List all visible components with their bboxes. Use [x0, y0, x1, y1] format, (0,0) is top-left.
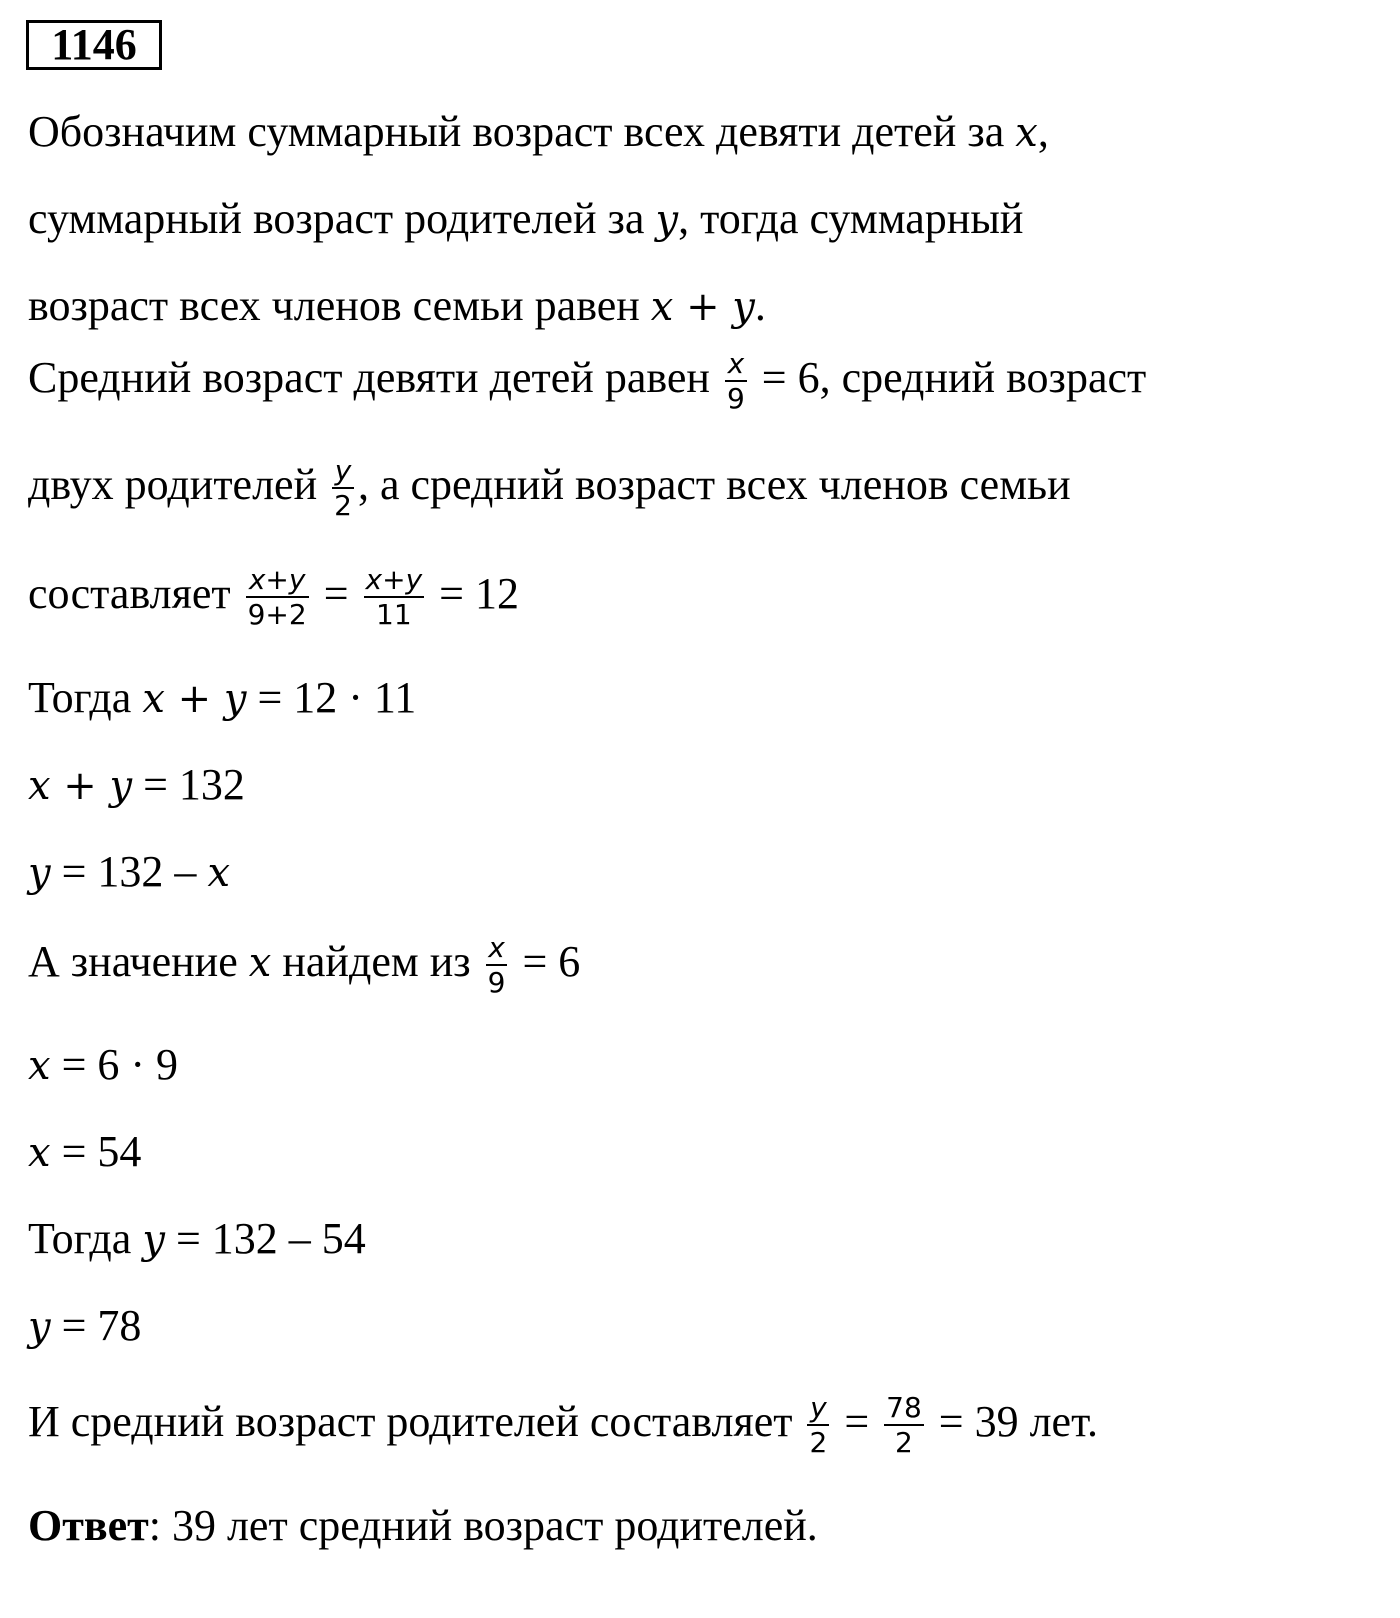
- fraction-x-over-9-b: $\frac{x}{9}$: [487, 931, 506, 999]
- text-line-2: суммарный возраст родителей за y, тогда суммарный: [28, 194, 1024, 243]
- text-line-10: А значение x найдем из $\frac{x}{9}$ = 6: [28, 931, 581, 999]
- answer-text: : 39 лет средний возраст родителей.: [148, 1501, 818, 1550]
- text-line-13: Тогда y = 132 – 54: [28, 1214, 366, 1263]
- fraction-x-over-9: $\frac{x}{9}$: [726, 347, 745, 415]
- text-line-15: И средний возраст родителей составляет $\frac{y}{2}$ = $\frac{78}{2}$ = 39 лет.: [28, 1391, 1099, 1459]
- text-line-3: возраст всех членов семьи равен x + y.: [28, 281, 766, 330]
- text-line-4: Средний возраст девяти детей равен $\frac{x}{9}$ = 6, средний возраст: [28, 347, 1147, 415]
- fraction-y-over-2-b: $\frac{y}{2}$: [809, 1391, 828, 1459]
- fraction-y-over-2: $\frac{y}{2}$: [334, 454, 352, 522]
- answer-label: Ответ: [28, 1501, 149, 1550]
- fraction-sum-over-11: $\frac{x+y}{11}$: [365, 563, 423, 631]
- text-line-8: x + y = 132: [28, 760, 245, 809]
- problem-number: 1146: [26, 20, 162, 70]
- fraction-78-over-2: $\frac{78}{2}$: [886, 1391, 922, 1459]
- text-line-6: составляет $\frac{x+y}{9+2}$ = $\frac{x+y}{11}$ = 12: [28, 563, 519, 631]
- text-line-11: x = 6 · 9: [28, 1040, 179, 1089]
- answer-line: [28, 1500, 818, 1552]
- text-line-14: y = 78: [28, 1301, 142, 1350]
- fraction-sum-over-9plus2: $\frac{x+y}{9+2}$: [247, 563, 307, 631]
- text-line-5: двух родителей $\frac{y}{2}$ , а средний возраст всех членов семьи: [28, 454, 1071, 522]
- text-line-1: Обозначим суммарный возраст всех девяти детей за x,: [28, 107, 1049, 156]
- text-line-12: x = 54: [28, 1127, 142, 1176]
- text-line-9: y = 132 – x: [28, 847, 230, 896]
- text-line-7: Тогда x + y = 12 · 11: [28, 673, 417, 722]
